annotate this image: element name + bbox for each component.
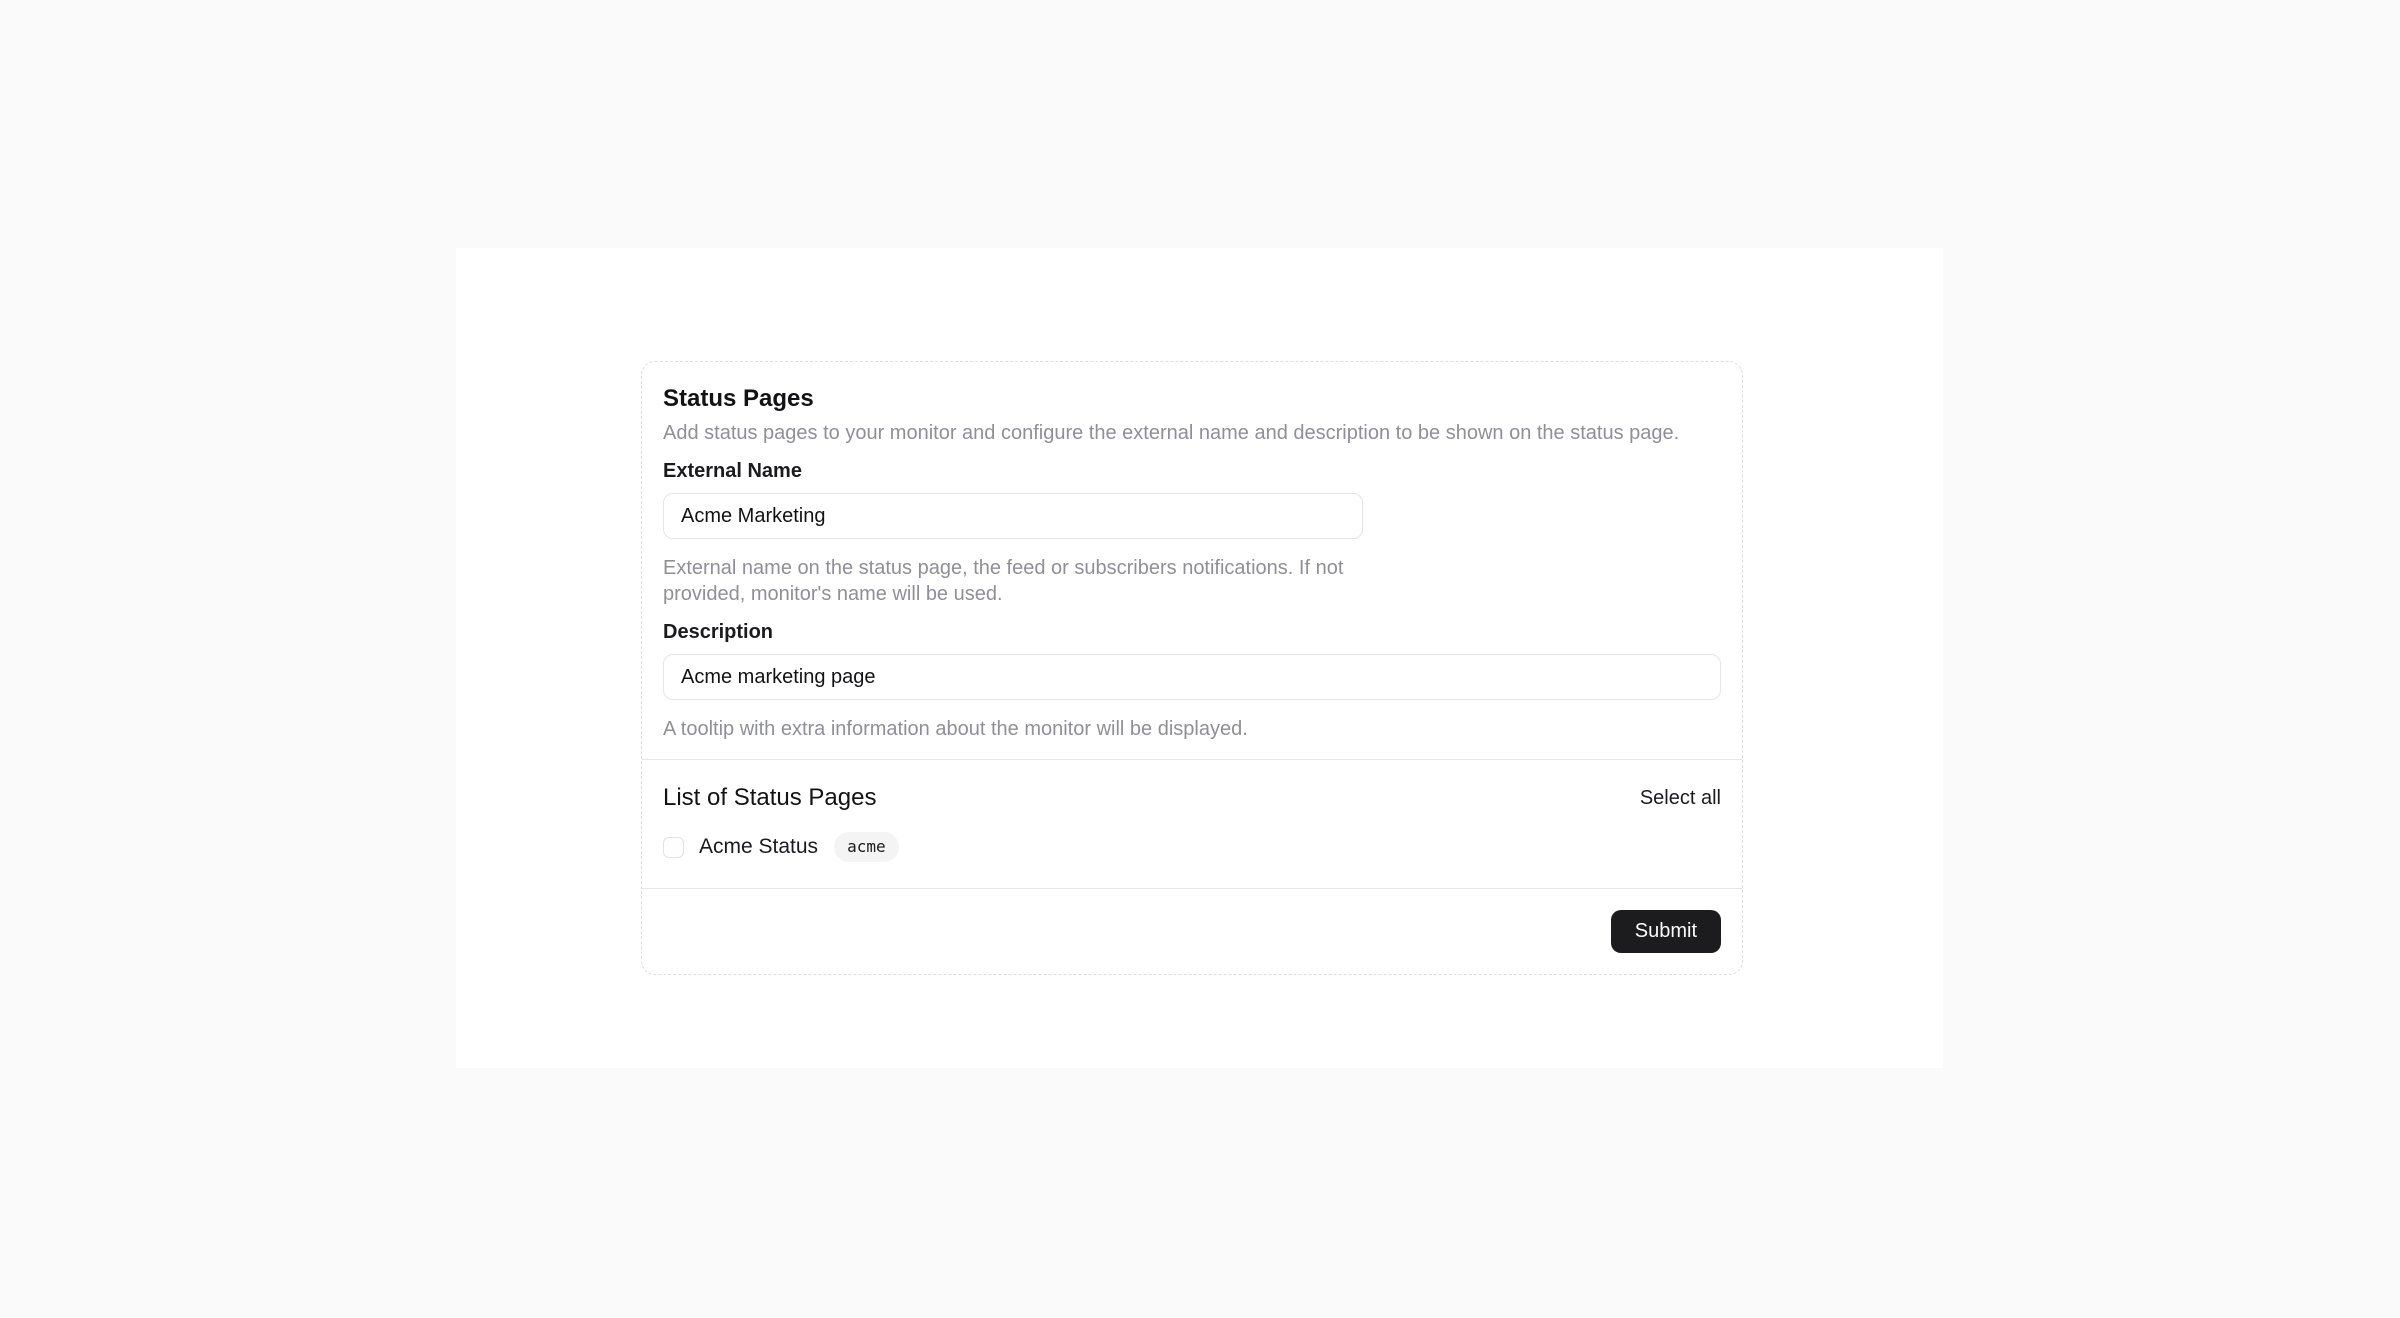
status-page-label: Acme Status xyxy=(699,835,819,858)
external-name-hint: External name on the status page, the feed or subscribers notifications. If not provided, monitor's name will be used. xyxy=(663,557,1344,605)
description-label: Description xyxy=(663,621,774,643)
select-all-button[interactable]: Select all xyxy=(1640,784,1721,812)
status-page-slug-badge: acme xyxy=(834,832,899,862)
status-pages-list-section xyxy=(642,760,1742,888)
status-page-checkbox[interactable] xyxy=(663,837,684,858)
external-name-input[interactable] xyxy=(663,493,1363,539)
submit-button[interactable]: Submit xyxy=(1611,910,1721,953)
status-pages-card xyxy=(641,361,1743,975)
list-title: List of Status Pages xyxy=(663,784,877,811)
card-form-section xyxy=(642,362,1742,759)
description-hint: A tooltip with extra information about the monitor will be displayed. xyxy=(663,718,1248,740)
external-name-label: External Name xyxy=(663,460,802,482)
content-panel xyxy=(456,248,1943,1068)
card-title: Status Pages xyxy=(663,385,814,412)
description-input[interactable] xyxy=(663,654,1721,700)
card-footer xyxy=(642,889,1742,974)
card-subtitle: Add status pages to your monitor and configure the external name and description to be shown on the status page. xyxy=(663,422,1680,444)
list-header xyxy=(663,784,1721,812)
status-page-row xyxy=(663,832,1721,862)
